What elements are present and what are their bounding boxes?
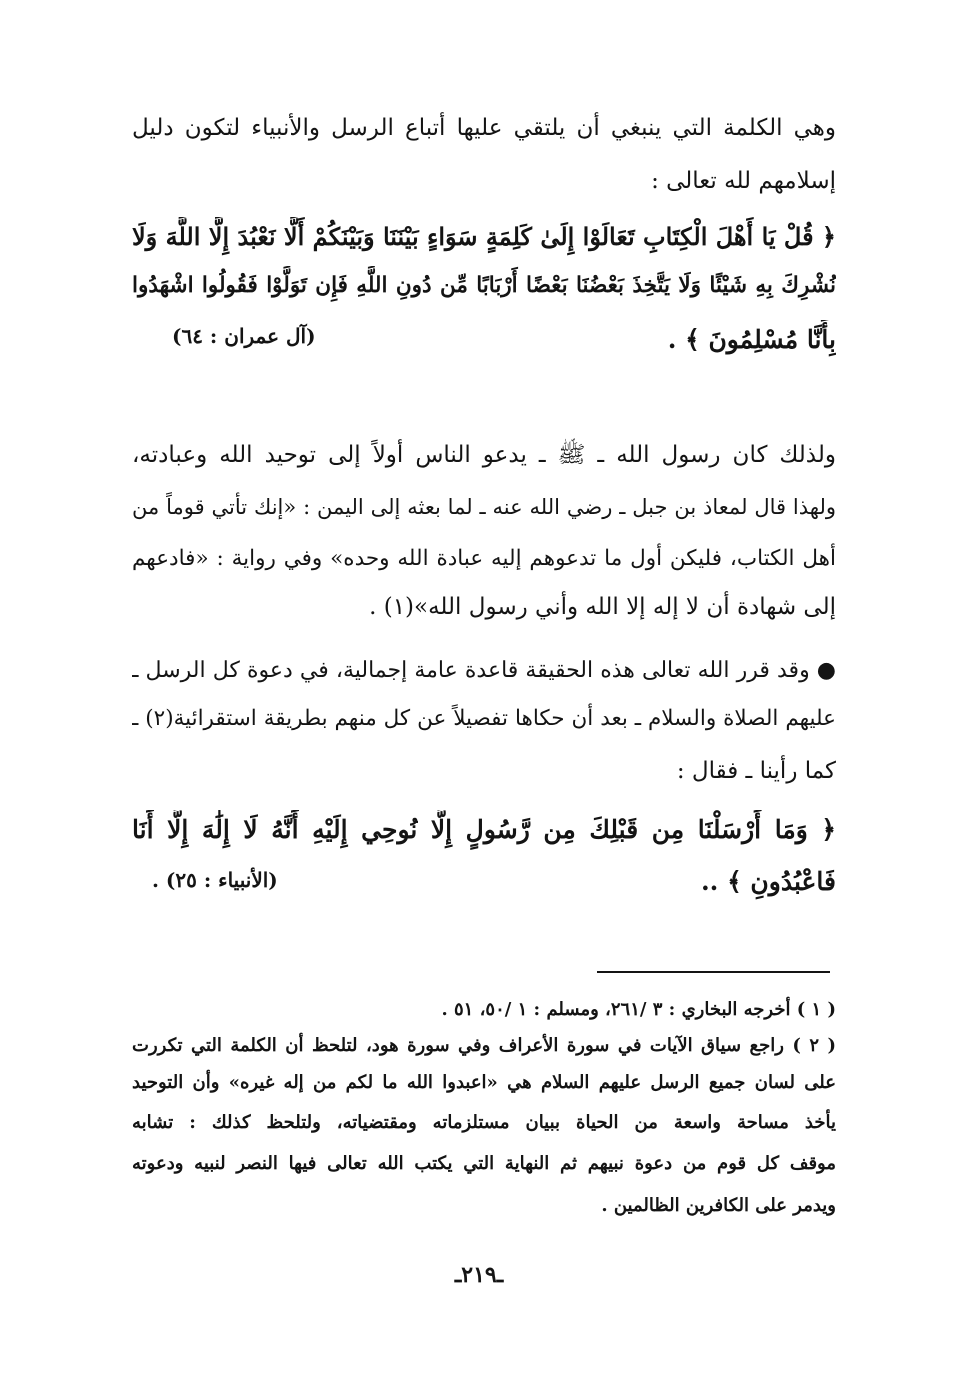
- paragraph-3-line-2: عليهم الصلاة والسلام ـ بعد أن حكاها تفصيلاً عن كل منهم بطريقة استقرائية(٢) ـ: [132, 706, 836, 731]
- footnote-2-line-1: ( ٢ ) راجع سياق الآيات في سورة الأعراف وفي سورة هود، لتلحظ أن الكلمة التي تكررت: [132, 1035, 836, 1056]
- verse-2-line-1: ﴿ وَمَا أَرْسَلْنَا مِن قَبْلِكَ مِن رَّسُولٍ إِلَّا نُوحِي إِلَيْهِ أَنَّهُ لَا إِلَٰهَ إِلَّا أَنَا: [132, 815, 836, 844]
- verse-1-line-2: نُشْرِكَ بِهِ شَيْئًا وَلَا يَتَّخِذَ بَعْضُنَا بَعْضًا أَرْبَابًا مِّن دُونِ اللَّهِ فَإِن تَوَلَّوْا فَقُولُوا اشْهَدُوا: [132, 273, 836, 298]
- page-number: ـ٢١٩ـ: [454, 1262, 504, 1288]
- verse-1-line-3: بِأَنَّا مُسْلِمُونَ ﴾ .: [667, 325, 836, 354]
- verse-1-line-1: ﴿ قُلْ يَا أَهْلَ الْكِتَابِ تَعَالَوْا إِلَىٰ كَلِمَةٍ سَوَاءٍ بَيْنَنَا وَبَيْنَكُمْ أَلَّا نَعْبُدَ إِلَّا اللَّهَ وَلَا: [132, 222, 836, 251]
- footnote-2-line-5: ويدمر على الكافرين الظالمين .: [601, 1195, 836, 1216]
- verse-2-line-2: فَاعْبُدُونِ ﴾ ..: [700, 867, 836, 896]
- footnote-2-line-2: على لسان جميع الرسل عليهم السلام هي «اعبدوا الله ما لكم من إله غيره» وأن التوحيد: [132, 1072, 836, 1093]
- paragraph-2-line-3: أهل الكتاب، فليكن أول ما تدعوهم إليه عبادة الله وحده» وفي رواية : «فادعهم: [132, 546, 836, 571]
- intro-line-1: وهي الكلمة التي ينبغي أن يلتقي عليها أتباع الرسل والأنبياء لتكون دليل: [132, 115, 836, 141]
- paragraph-2-line-1: ولذلك كان رسول الله ـ ﷺ ـ يدعو الناس أولاً إلى توحيد الله وعبادته،: [132, 442, 836, 468]
- intro-line-2: إسلامهم لله تعالى :: [651, 168, 836, 194]
- footnote-divider: [597, 971, 830, 973]
- footnote-2-line-4: موقف كل قوم من دعوة نبيهم ثم النهاية التي يكتب الله تعالى فيها النصر لنبيه ودعوته: [132, 1153, 836, 1174]
- footnote-1: ( ١ ) أخرجه البخاري : ٣ /٢٦١، ومسلم : ١ /٥٠، ٥١ .: [441, 999, 836, 1020]
- verse-2-reference: (الأنبياء : ٢٥) .: [152, 868, 278, 892]
- footnote-2-line-3: يأخذ مساحة واسعة من الحياة ببيان مستلزماته ومقتضياته، ولتلحظ كذلك : تشابه: [132, 1112, 836, 1133]
- paragraph-2-line-4: إلى شهادة أن لا إله إلا الله وأني رسول الله»(١) .: [369, 594, 836, 620]
- paragraph-2-line-2: ولهذا قال لمعاذ بن جبل ـ رضي الله عنه ـ لما بعثه إلى اليمن : «إنك تأتي قوماً من: [132, 495, 836, 519]
- verse-1-reference: (آل عمران : ٦٤): [172, 324, 316, 348]
- paragraph-3-line-3: كما رأينا ـ فقال :: [676, 758, 836, 784]
- paragraph-3-line-1: ● وقد قرر الله تعالى هذه الحقيقة قاعدة عامة إجمالية، في دعوة كل الرسل ـ: [132, 658, 836, 683]
